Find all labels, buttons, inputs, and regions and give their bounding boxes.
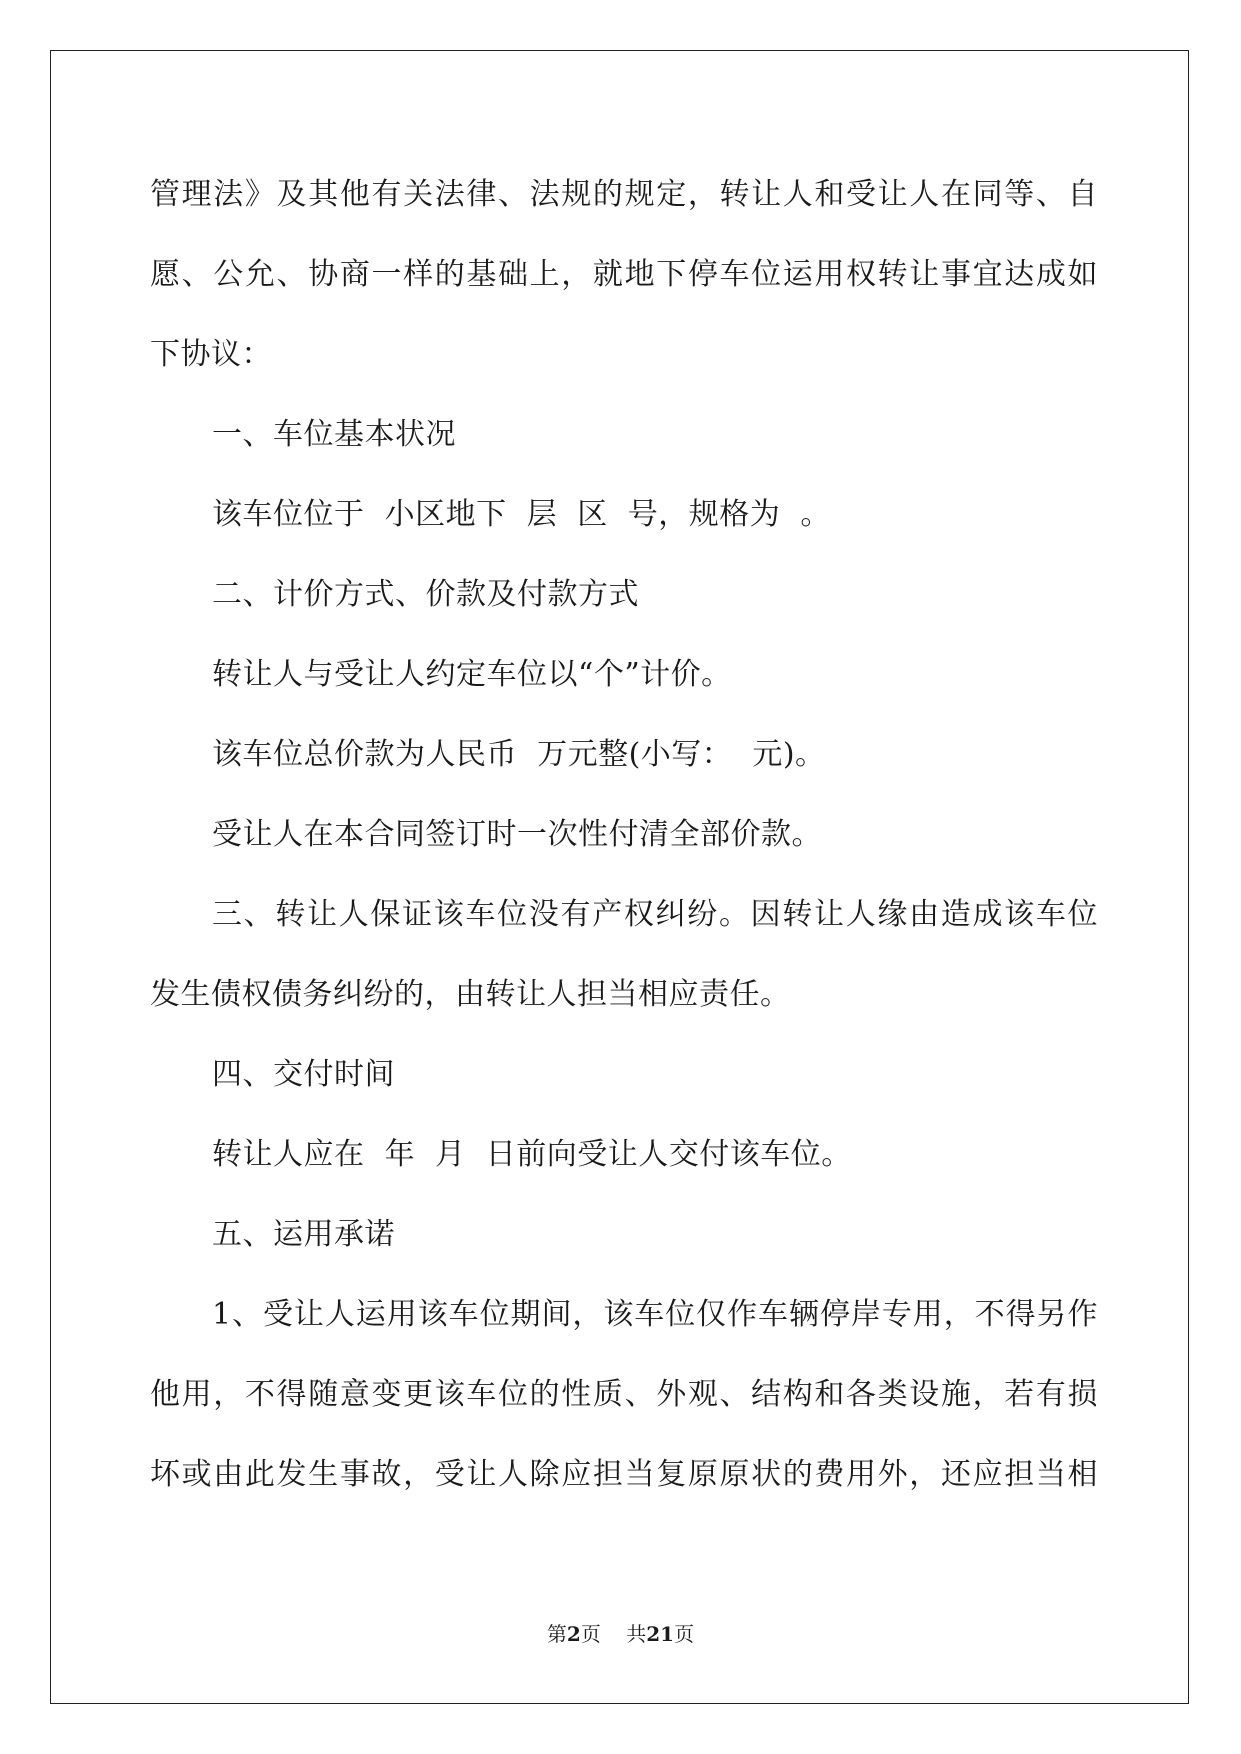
current-page-number: 2 xyxy=(566,1622,581,1646)
paragraph-line: 该车位位于 小区地下 层 区 号，规格为 。 xyxy=(212,497,831,532)
document-body xyxy=(150,155,1098,1515)
paragraph-line: 管理法》及其他有关法律、法规的规定，转让人和受让人在同等、自 xyxy=(150,177,1098,212)
paragraph-line: 转让人与受让人约定车位以“个”计价。 xyxy=(212,657,732,692)
paragraph-line: 愿、公允、协商一样的基础上，就地下停车位运用权转让事宜达成如 xyxy=(150,257,1098,292)
footer-total-suffix: 页 xyxy=(674,1622,695,1646)
section-heading: 二、计价方式、价款及付款方式 xyxy=(212,577,639,612)
paragraph-line: 该车位总价款为人民币 万元整(小写： 元)。 xyxy=(212,737,826,772)
section-heading: 三、转让人保证该车位没有产权纠纷。因转让人缘由造成该车位 xyxy=(212,897,1098,932)
paragraph-line: 下协议： xyxy=(150,337,272,372)
footer-total-prefix: 共 xyxy=(626,1622,647,1646)
page-footer xyxy=(0,1622,1241,1646)
section-heading: 一、车位基本状况 xyxy=(212,417,456,452)
footer-page-suffix: 页 xyxy=(580,1622,601,1646)
paragraph-line: 受让人在本合同签订时一次性付清全部价款。 xyxy=(212,817,822,852)
paragraph-line: 1、受让人运用该车位期间，该车位仅作车辆停岸专用，不得另作 xyxy=(212,1297,1098,1332)
section-heading: 四、交付时间 xyxy=(212,1057,395,1092)
paragraph-line: 发生债权债务纠纷的，由转让人担当相应责任。 xyxy=(150,977,791,1012)
paragraph-line: 坏或由此发生事故，受让人除应担当复原原状的费用外，还应担当相 xyxy=(150,1457,1098,1492)
section-heading: 五、运用承诺 xyxy=(212,1217,395,1252)
paragraph-line: 他用，不得随意变更该车位的性质、外观、结构和各类设施，若有损 xyxy=(150,1377,1098,1412)
footer-prefix: 第 xyxy=(546,1622,567,1646)
total-pages-number: 21 xyxy=(646,1622,675,1646)
paragraph-line: 转让人应在 年 月 日前向受让人交付该车位。 xyxy=(212,1137,852,1172)
